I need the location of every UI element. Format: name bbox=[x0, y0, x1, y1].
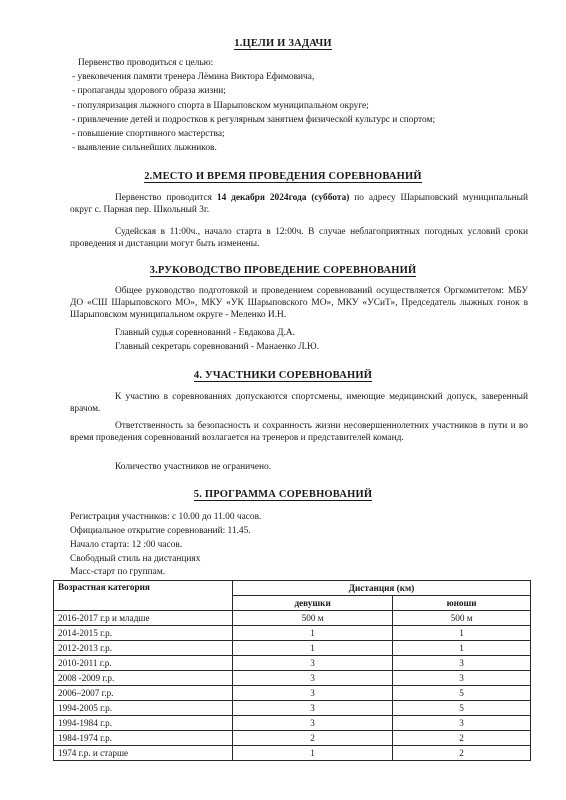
row-girls: 1 bbox=[233, 641, 393, 656]
row-category: 1984-1974 г.р. bbox=[54, 731, 233, 746]
program-line: Официальное открытие соревнований: 11.45. bbox=[70, 526, 251, 536]
row-category: 1994-2005 г.р. bbox=[54, 701, 233, 716]
table-row bbox=[54, 611, 531, 626]
row-boys: 2 bbox=[393, 746, 531, 761]
row-boys: 1 bbox=[393, 641, 531, 656]
row-girls: 2 bbox=[233, 731, 393, 746]
row-girls: 3 bbox=[233, 716, 393, 731]
section2-paragraph-date: Первенство проводится 14 декабря 2024года (суббота) по адресу Шарыповский муниципальный округ с. Парная пер. Школьный 3г. bbox=[70, 193, 528, 216]
row-boys: 3 bbox=[393, 656, 531, 671]
header-distance: Дистанция (км) bbox=[233, 581, 531, 596]
program-line: Масс-старт по группам. bbox=[70, 567, 166, 577]
row-girls: 3 bbox=[233, 671, 393, 686]
table-row bbox=[54, 671, 531, 686]
row-boys: 2 bbox=[393, 731, 531, 746]
row-boys: 3 bbox=[393, 671, 531, 686]
row-girls: 500 м bbox=[233, 611, 393, 626]
row-boys: 5 bbox=[393, 686, 531, 701]
row-boys: 5 bbox=[393, 701, 531, 716]
table-row bbox=[54, 656, 531, 671]
section2-title: 2.МЕСТО И ВРЕМЯ ПРОВЕДЕНИЯ СОРЕВНОВАНИЙ bbox=[144, 171, 422, 182]
header-category: Возрастная категория bbox=[54, 581, 233, 611]
table-row bbox=[54, 716, 531, 731]
table-row bbox=[54, 746, 531, 761]
header-girls: девушки bbox=[233, 596, 393, 611]
row-boys: 500 м bbox=[393, 611, 531, 626]
row-category: 1974 г.р. и старше bbox=[54, 746, 233, 761]
program-line: Начало старта: 12 :00 часов. bbox=[70, 540, 183, 550]
section4-paragraph-count: Количество участников не ограничено. bbox=[115, 462, 272, 472]
table-row bbox=[54, 731, 531, 746]
row-boys: 3 bbox=[393, 716, 531, 731]
section5-title: 5. ПРОГРАММА СОРЕВНОВАНИЙ bbox=[193, 489, 373, 500]
goal-item: - повышение спортивного мастерства; bbox=[72, 129, 225, 139]
row-category: 1994-1984 г.р. bbox=[54, 716, 233, 731]
row-category: 2014-2015 г.р. bbox=[54, 626, 233, 641]
row-girls: 1 bbox=[233, 746, 393, 761]
row-girls: 1 bbox=[233, 626, 393, 641]
distance-table bbox=[53, 580, 531, 761]
row-category: 2010-2011 г.р. bbox=[54, 656, 233, 671]
row-category: 2006–2007 г.р. bbox=[54, 686, 233, 701]
goal-item: - популяризация лыжного спорта в Шарыповском муниципальном округе; bbox=[72, 101, 369, 111]
table-row bbox=[54, 641, 531, 656]
header-boys: юноши bbox=[393, 596, 531, 611]
program-line: Регистрация участников: с 10.00 до 11.00 часов. bbox=[70, 512, 262, 522]
table-row bbox=[54, 686, 531, 701]
goal-item: - выявление сильнейших лыжников. bbox=[72, 143, 217, 153]
section1-intro: Первенство проводиться с целью: bbox=[78, 58, 214, 68]
row-category: 2016-2017 г.р и младше bbox=[54, 611, 233, 626]
section2-paragraph-time: Судейская в 11:00ч., начало старта в 12:00ч. В случае неблагоприятных погодных условий сроки проведения и дистанции могут быть изменены. bbox=[70, 227, 528, 250]
section1-title: 1.ЦЕЛИ И ЗАДАЧИ bbox=[234, 38, 332, 49]
row-boys: 1 bbox=[393, 626, 531, 641]
section3-paragraph: Общее руководство подготовкой и проведением соревнований осуществляется Оргкомитетом: МБУ ДО «СШ Шарыповского МО», МКУ «УК Шарыповского МО», МКУ «УСиТ», Председатель лыжных гонок в Шарыповском муниципальном округе - Меленко И.Н. bbox=[70, 286, 528, 321]
section3-title: 3.РУКОВОДСТВО ПРОВЕДЕНИЕ СОРЕВНОВАНИЙ bbox=[149, 265, 417, 276]
table-row bbox=[54, 701, 531, 716]
event-date: 14 декабря 2024года (суббота) bbox=[216, 193, 350, 203]
chief-judge: Главный судья соревнований - Евдакова Д.А. bbox=[115, 328, 295, 338]
section4-paragraph-admission: К участию в соревнованиях допускаются спортсмены, имеющие медицинский допуск, заверенный врачом. bbox=[70, 392, 528, 415]
program-line: Свободный стиль на дистанциях bbox=[70, 554, 201, 564]
row-girls: 3 bbox=[233, 686, 393, 701]
goal-item: - пропаганды здорового образа жизни; bbox=[72, 86, 226, 96]
section4-paragraph-responsibility: Ответственность за безопасность и сохранность жизни несовершеннолетних участников в пути и во время проведения соревнований возлагается на тренеров и представителей команд. bbox=[70, 421, 528, 444]
row-girls: 3 bbox=[233, 656, 393, 671]
table-row bbox=[54, 626, 531, 641]
section4-title: 4. УЧАСТНИКИ СОРЕВНОВАНИЙ bbox=[193, 370, 373, 381]
row-girls: 3 bbox=[233, 701, 393, 716]
row-category: 2012-2013 г.р. bbox=[54, 641, 233, 656]
goal-item: - увековечения памяти тренера Лёмина Виктора Ефимовича, bbox=[72, 72, 315, 82]
goal-item: - привлечение детей и подростков к регулярным занятием физической культурс и спортом; bbox=[72, 115, 436, 125]
row-category: 2008 -2009 г.р. bbox=[54, 671, 233, 686]
chief-secretary: Главный секретарь соревнований - Манаенко Л.Ю. bbox=[115, 342, 319, 352]
